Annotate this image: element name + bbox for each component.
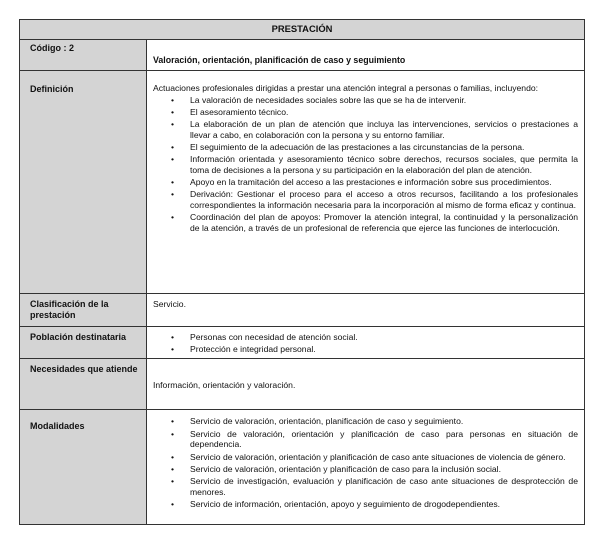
definicion-intro: Actuaciones profesionales dirigidas a prestar una atención integral a personas o familias, incluyendo: bbox=[153, 83, 539, 93]
codigo-row bbox=[20, 40, 585, 71]
list-item: • Información orientada y asesoramiento técnico sobre derechos, recursos sociales, que permita la toma de decisiones a la persona y su participación en la elaboración del plan de atención. bbox=[153, 154, 578, 175]
list-item: • El asesoramiento técnico. bbox=[153, 107, 578, 118]
list-item: • La elaboración de un plan de atención que incluya las intervenciones, servicios o prestaciones a llevar a cabo, en colaboración con la persona y su entorno familiar. bbox=[153, 119, 578, 140]
necesidades-label: Necesidades que atiende bbox=[20, 359, 147, 410]
codigo-value: Valoración, orientación, planificación de caso y seguimiento bbox=[147, 40, 585, 71]
codigo-label: Código : 2 bbox=[20, 40, 147, 71]
prestacion-sheet bbox=[19, 19, 584, 525]
clasificacion-value: Servicio. bbox=[147, 294, 585, 327]
definicion-label: Definición bbox=[20, 71, 147, 294]
poblacion-list bbox=[153, 332, 578, 355]
clasificacion-label: Clasificación de la prestación bbox=[20, 294, 147, 327]
modalidades-list bbox=[153, 416, 578, 509]
list-item: • Personas con necesidad de atención social. bbox=[153, 332, 578, 343]
list-item: • La valoración de necesidades sociales sobre las que se ha de intervenir. bbox=[153, 95, 578, 106]
modalidades-row bbox=[20, 410, 585, 525]
list-item: • Servicio de valoración, orientación, planificación de caso y seguimiento. bbox=[153, 416, 578, 427]
table-title: PRESTACIÓN bbox=[20, 20, 585, 40]
necesidades-value: Información, orientación y valoración. bbox=[147, 359, 585, 410]
definicion-row bbox=[20, 71, 585, 294]
prestacion-table bbox=[19, 19, 585, 525]
poblacion-label: Población destinataria bbox=[20, 327, 147, 359]
list-item: • Apoyo en la tramitación del acceso a las prestaciones e información sobre sus procedimientos. bbox=[153, 177, 578, 188]
list-item: • Servicio de valoración, orientación y planificación de caso para la inclusión social. bbox=[153, 464, 578, 475]
list-item: • Protección e integridad personal. bbox=[153, 344, 578, 355]
list-item: • Servicio de información, orientación, apoyo y seguimiento de drogodependientes. bbox=[153, 499, 578, 510]
clasificacion-row bbox=[20, 294, 585, 327]
definicion-list bbox=[153, 95, 578, 234]
list-item: • Servicio de investigación, evaluación y planificación de caso ante situaciones de desprotección de menores. bbox=[153, 476, 578, 497]
list-item: • Derivación: Gestionar el proceso para el acceso a otros recursos, facilitando a los profesionales correspondientes la información necesaria para la incorporación al mismo de forma eficaz y continua. bbox=[153, 189, 578, 210]
list-item: • El seguimiento de la adecuación de las prestaciones a las circunstancias de la persona. bbox=[153, 142, 578, 153]
necesidades-row bbox=[20, 359, 585, 410]
list-item: • Coordinación del plan de apoyos: Promover la atención integral, la continuidad y la personalización de la atención, a través de un profesional de referencia que ejerce las funciones de interlocución. bbox=[153, 212, 578, 233]
modalidades-value bbox=[147, 410, 585, 525]
definicion-value bbox=[147, 71, 585, 294]
header-row bbox=[20, 20, 585, 40]
poblacion-row bbox=[20, 327, 585, 359]
list-item: • Servicio de valoración, orientación y planificación de caso ante situaciones de violencia de género. bbox=[153, 452, 578, 463]
list-item: • Servicio de valoración, orientación y planificación de caso para personas en situación de dependencia. bbox=[153, 429, 578, 450]
modalidades-label: Modalidades bbox=[20, 410, 147, 525]
poblacion-value bbox=[147, 327, 585, 359]
